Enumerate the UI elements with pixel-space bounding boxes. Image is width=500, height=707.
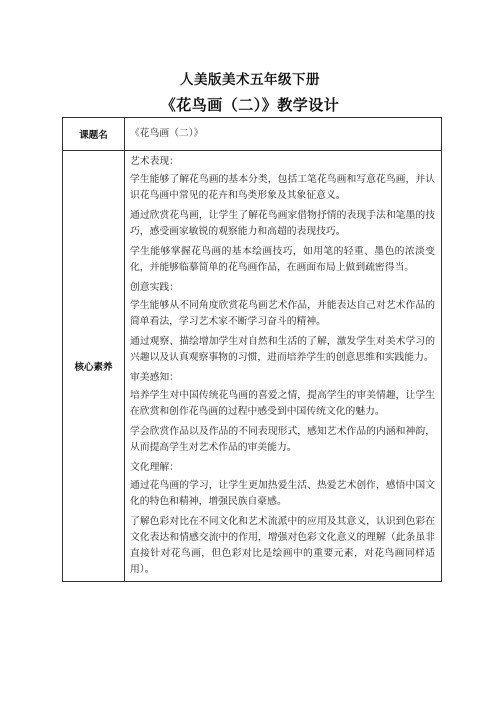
paragraph: 通过花鸟画的学习，让学生更加热爱生活、热爱艺术创作，感悟中国文化的特色和精神，增强民族自豪感。	[130, 480, 435, 507]
section-heading-aesthetic-perception: 审美感知：	[130, 372, 179, 383]
table-row-core	[63, 151, 442, 582]
core-content	[125, 151, 442, 582]
paragraph: 了解色彩对比在不同文化和艺术流派中的应用及其意义，认识到色彩在文化表达和情感交流中的作用，增强对色彩文化意义的理解（此条虽非直接针对花鸟画，但色彩对比是绘画中的重要元素，对花鸟画同样适用）。	[130, 516, 435, 575]
document-subtitle: 《花鸟画（二）》教学设计	[160, 96, 340, 114]
section-heading-creative-practice: 创意实践：	[130, 282, 179, 293]
lesson-plan-table	[62, 117, 442, 582]
paragraph: 学生能够从不同角度欣赏花鸟画艺术作品，并能表达自己对艺术作品的简单看法，学习艺术家不断学习奋斗的精神。	[130, 300, 435, 327]
paragraph: 培养学生对中国传统花鸟画的喜爱之情，提高学生的审美情趣，让学生在欣赏和创作花鸟画的过程中感受到中国传统文化的魅力。	[130, 390, 435, 417]
core-label: 核心素养	[63, 151, 125, 582]
topic-label: 课题名	[63, 118, 125, 151]
table-row-topic	[63, 118, 442, 151]
topic-value: 《花鸟画（二）》	[125, 118, 442, 151]
document-title: 人美版美术五年级下册	[180, 72, 320, 88]
paragraph: 学会欣赏作品以及作品的不同表现形式，感知艺术作品的内涵和神韵，从而提高学生对艺术作品的审美能力。	[130, 426, 435, 453]
paragraph: 通过欣赏花鸟画，让学生了解花鸟画家借物抒情的表现手法和笔墨的技巧，感受画家敏锐的观察能力和高超的表现技巧。	[130, 210, 435, 237]
section-heading-cultural-understanding: 文化理解：	[130, 462, 179, 473]
paragraph: 学生能够了解花鸟画的基本分类，包括工笔花鸟画和写意花鸟画，并认识花鸟画中常见的花卉和鸟类形象及其象征意义。	[130, 174, 435, 201]
paragraph: 通过观察、描绘增加学生对自然和生活的了解，激发学生对美术学习的兴趣以及认真观察事物的习惯，进而培养学生的创意思维和实践能力。	[130, 336, 435, 363]
section-heading-art-expression: 艺术表现：	[130, 156, 179, 167]
paragraph: 学生能够掌握花鸟画的基本绘画技巧，如用笔的轻重、墨色的浓淡变化，并能够临摹简单的花鸟画作品，在画面布局上做到疏密得当。	[130, 246, 435, 273]
